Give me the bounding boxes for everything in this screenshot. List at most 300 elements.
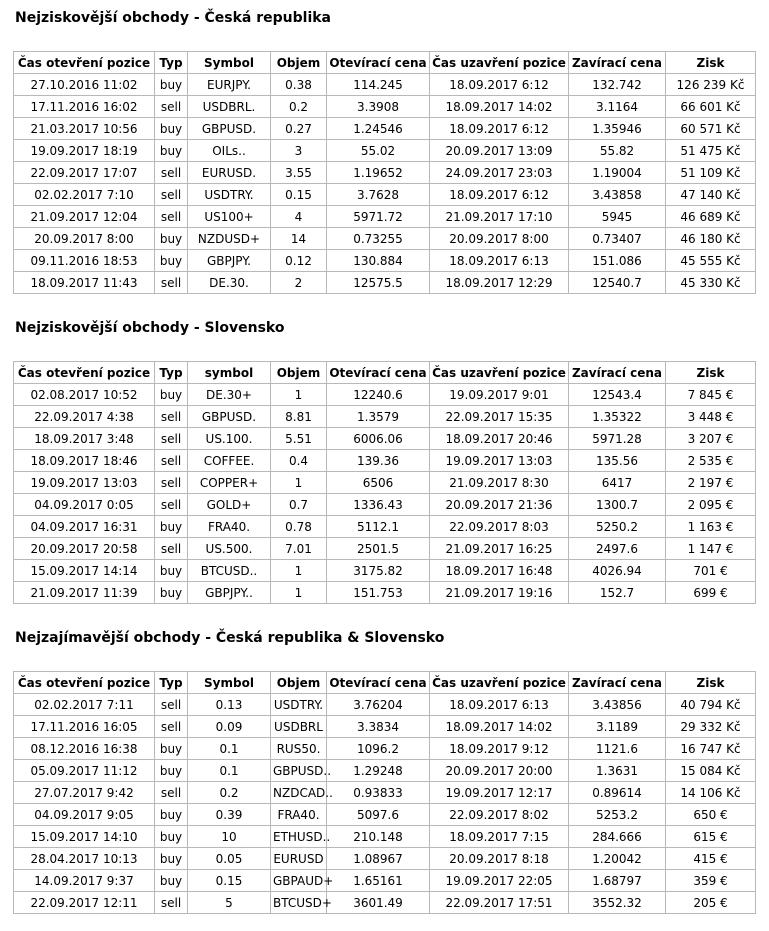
column-header: Zisk: [666, 52, 756, 74]
close-price-cell: 1.35322: [569, 406, 666, 428]
open-time-cell: 22.09.2017 17:07: [14, 162, 155, 184]
open-price-cell: 139.36: [327, 450, 430, 472]
profit-cell: 51 109 Kč: [666, 162, 756, 184]
close-time-cell: 18.09.2017 20:46: [430, 428, 569, 450]
table-row: [14, 760, 756, 782]
close-price-cell: 5253.2: [569, 804, 666, 826]
symbol-cell: 0.1: [188, 738, 271, 760]
type-cell: buy: [155, 848, 188, 870]
type-cell: sell: [155, 694, 188, 716]
open-price-cell: 1.3579: [327, 406, 430, 428]
volume-cell: ETHUSD..: [271, 826, 327, 848]
open-time-cell: 22.09.2017 4:38: [14, 406, 155, 428]
open-time-cell: 15.09.2017 14:14: [14, 560, 155, 582]
close-time-cell: 22.09.2017 15:35: [430, 406, 569, 428]
type-cell: buy: [155, 760, 188, 782]
close-time-cell: 21.09.2017 16:25: [430, 538, 569, 560]
type-cell: buy: [155, 228, 188, 250]
close-price-cell: 6417: [569, 472, 666, 494]
close-time-cell: 19.09.2017 22:05: [430, 870, 569, 892]
volume-cell: 3.55: [271, 162, 327, 184]
close-price-cell: 55.82: [569, 140, 666, 162]
symbol-cell: 0.1: [188, 760, 271, 782]
table-row: [14, 384, 756, 406]
open-time-cell: 05.09.2017 11:12: [14, 760, 155, 782]
profit-cell: 126 239 Kč: [666, 74, 756, 96]
symbol-cell: 0.09: [188, 716, 271, 738]
open-time-cell: 15.09.2017 14:10: [14, 826, 155, 848]
trades-table: [13, 51, 756, 294]
close-price-cell: 3552.32: [569, 892, 666, 914]
column-header: Otevírací cena: [327, 362, 430, 384]
column-header: Zavírací cena: [569, 672, 666, 694]
open-price-cell: 12240.6: [327, 384, 430, 406]
table-row: [14, 272, 756, 294]
close-time-cell: 18.09.2017 6:12: [430, 184, 569, 206]
symbol-cell: 5: [188, 892, 271, 914]
symbol-cell: US100+: [188, 206, 271, 228]
volume-cell: USDBRL: [271, 716, 327, 738]
volume-cell: EURUSD: [271, 848, 327, 870]
open-price-cell: 3.3834: [327, 716, 430, 738]
symbol-cell: US.100.: [188, 428, 271, 450]
open-price-cell: 1096.2: [327, 738, 430, 760]
close-time-cell: 20.09.2017 8:18: [430, 848, 569, 870]
symbol-cell: GBPUSD.: [188, 118, 271, 140]
volume-cell: 0.15: [271, 184, 327, 206]
open-price-cell: 210.148: [327, 826, 430, 848]
column-header: Typ: [155, 362, 188, 384]
open-time-cell: 09.11.2016 18:53: [14, 250, 155, 272]
close-time-cell: 20.09.2017 8:00: [430, 228, 569, 250]
volume-cell: 14: [271, 228, 327, 250]
type-cell: sell: [155, 472, 188, 494]
column-header: Objem: [271, 52, 327, 74]
open-time-cell: 20.09.2017 20:58: [14, 538, 155, 560]
column-header: Čas uzavření pozice: [430, 672, 569, 694]
table-row: [14, 228, 756, 250]
column-header: Otevírací cena: [327, 52, 430, 74]
profit-cell: 45 555 Kč: [666, 250, 756, 272]
type-cell: sell: [155, 96, 188, 118]
symbol-cell: COPPER+: [188, 472, 271, 494]
profit-cell: 51 475 Kč: [666, 140, 756, 162]
symbol-cell: 0.39: [188, 804, 271, 826]
open-time-cell: 18.09.2017 11:43: [14, 272, 155, 294]
close-time-cell: 18.09.2017 14:02: [430, 716, 569, 738]
close-price-cell: 5945: [569, 206, 666, 228]
table-row: [14, 162, 756, 184]
open-price-cell: 1.65161: [327, 870, 430, 892]
section-title: Nejzajímavější obchody - Česká republika & Slovensko: [15, 630, 445, 646]
trades-table: [13, 361, 756, 604]
close-price-cell: 12543.4: [569, 384, 666, 406]
open-time-cell: 17.11.2016 16:02: [14, 96, 155, 118]
profit-cell: 40 794 Kč: [666, 694, 756, 716]
profit-cell: 359 €: [666, 870, 756, 892]
table-row: [14, 140, 756, 162]
type-cell: sell: [155, 450, 188, 472]
table-row: [14, 450, 756, 472]
open-price-cell: 1.29248: [327, 760, 430, 782]
open-time-cell: 18.09.2017 18:46: [14, 450, 155, 472]
open-price-cell: 55.02: [327, 140, 430, 162]
table-row: [14, 738, 756, 760]
table-row: [14, 428, 756, 450]
close-time-cell: 24.09.2017 23:03: [430, 162, 569, 184]
close-time-cell: 18.09.2017 16:48: [430, 560, 569, 582]
profit-cell: 2 197 €: [666, 472, 756, 494]
open-price-cell: 5971.72: [327, 206, 430, 228]
profit-cell: 60 571 Kč: [666, 118, 756, 140]
table-row: [14, 892, 756, 914]
volume-cell: 1: [271, 472, 327, 494]
volume-cell: 0.27: [271, 118, 327, 140]
column-header: Zisk: [666, 362, 756, 384]
trades-table: [13, 671, 756, 914]
open-price-cell: 1.08967: [327, 848, 430, 870]
open-time-cell: 21.03.2017 10:56: [14, 118, 155, 140]
close-price-cell: 1.3631: [569, 760, 666, 782]
close-time-cell: 18.09.2017 6:13: [430, 250, 569, 272]
section-title: Nejziskovější obchody - Slovensko: [15, 320, 285, 336]
profit-cell: 3 207 €: [666, 428, 756, 450]
table-row: [14, 74, 756, 96]
type-cell: sell: [155, 892, 188, 914]
type-cell: buy: [155, 74, 188, 96]
profit-cell: 15 084 Kč: [666, 760, 756, 782]
open-price-cell: 5097.6: [327, 804, 430, 826]
column-header: Otevírací cena: [327, 672, 430, 694]
type-cell: buy: [155, 516, 188, 538]
symbol-cell: US.500.: [188, 538, 271, 560]
type-cell: buy: [155, 826, 188, 848]
section-title: Nejziskovější obchody - Česká republika: [15, 10, 331, 26]
symbol-cell: GBPJPY..: [188, 582, 271, 604]
column-header: Symbol: [188, 52, 271, 74]
open-price-cell: 3175.82: [327, 560, 430, 582]
type-cell: sell: [155, 272, 188, 294]
volume-cell: 0.12: [271, 250, 327, 272]
symbol-cell: COFFEE.: [188, 450, 271, 472]
symbol-cell: USDBRL.: [188, 96, 271, 118]
open-time-cell: 04.09.2017 16:31: [14, 516, 155, 538]
column-header: Objem: [271, 672, 327, 694]
table-header-row: [14, 362, 756, 384]
profit-cell: 2 095 €: [666, 494, 756, 516]
close-price-cell: 135.56: [569, 450, 666, 472]
profit-cell: 46 180 Kč: [666, 228, 756, 250]
close-time-cell: 19.09.2017 9:01: [430, 384, 569, 406]
open-price-cell: 114.245: [327, 74, 430, 96]
open-price-cell: 1.24546: [327, 118, 430, 140]
volume-cell: 1: [271, 384, 327, 406]
symbol-cell: EURUSD.: [188, 162, 271, 184]
open-time-cell: 04.09.2017 0:05: [14, 494, 155, 516]
open-price-cell: 1336.43: [327, 494, 430, 516]
table-header-row: [14, 52, 756, 74]
profit-cell: 3 448 €: [666, 406, 756, 428]
profit-cell: 2 535 €: [666, 450, 756, 472]
profit-cell: 14 106 Kč: [666, 782, 756, 804]
table-row: [14, 694, 756, 716]
symbol-cell: GBPJPY.: [188, 250, 271, 272]
symbol-cell: USDTRY.: [188, 184, 271, 206]
close-price-cell: 0.89614: [569, 782, 666, 804]
profit-cell: 1 163 €: [666, 516, 756, 538]
volume-cell: 0.78: [271, 516, 327, 538]
close-price-cell: 5250.2: [569, 516, 666, 538]
type-cell: buy: [155, 582, 188, 604]
type-cell: sell: [155, 538, 188, 560]
column-header: Čas otevření pozice: [14, 672, 155, 694]
close-time-cell: 21.09.2017 17:10: [430, 206, 569, 228]
close-price-cell: 1300.7: [569, 494, 666, 516]
open-price-cell: 5112.1: [327, 516, 430, 538]
table-row: [14, 848, 756, 870]
open-time-cell: 27.10.2016 11:02: [14, 74, 155, 96]
close-price-cell: 3.1164: [569, 96, 666, 118]
open-price-cell: 3.3908: [327, 96, 430, 118]
table-row: [14, 560, 756, 582]
column-header: Symbol: [188, 672, 271, 694]
close-time-cell: 21.09.2017 8:30: [430, 472, 569, 494]
close-time-cell: 18.09.2017 7:15: [430, 826, 569, 848]
close-time-cell: 21.09.2017 19:16: [430, 582, 569, 604]
volume-cell: GBPAUD+: [271, 870, 327, 892]
open-time-cell: 02.08.2017 10:52: [14, 384, 155, 406]
volume-cell: BTCUSD+: [271, 892, 327, 914]
volume-cell: 8.81: [271, 406, 327, 428]
table-row: [14, 782, 756, 804]
table-row: [14, 516, 756, 538]
volume-cell: 1: [271, 582, 327, 604]
open-price-cell: 12575.5: [327, 272, 430, 294]
profit-cell: 415 €: [666, 848, 756, 870]
volume-cell: 3: [271, 140, 327, 162]
open-price-cell: 0.93833: [327, 782, 430, 804]
table-row: [14, 870, 756, 892]
close-time-cell: 18.09.2017 12:29: [430, 272, 569, 294]
close-price-cell: 1.68797: [569, 870, 666, 892]
open-price-cell: 3.76204: [327, 694, 430, 716]
close-price-cell: 1.19004: [569, 162, 666, 184]
close-time-cell: 18.09.2017 6:13: [430, 694, 569, 716]
open-price-cell: 6506: [327, 472, 430, 494]
symbol-cell: DE.30+: [188, 384, 271, 406]
volume-cell: 5.51: [271, 428, 327, 450]
close-price-cell: 2497.6: [569, 538, 666, 560]
profit-cell: 16 747 Kč: [666, 738, 756, 760]
type-cell: buy: [155, 118, 188, 140]
type-cell: sell: [155, 206, 188, 228]
symbol-cell: NZDUSD+: [188, 228, 271, 250]
table-row: [14, 494, 756, 516]
symbol-cell: FRA40.: [188, 516, 271, 538]
profit-cell: 1 147 €: [666, 538, 756, 560]
open-time-cell: 19.09.2017 18:19: [14, 140, 155, 162]
type-cell: sell: [155, 428, 188, 450]
column-header: Typ: [155, 672, 188, 694]
type-cell: buy: [155, 804, 188, 826]
profit-cell: 45 330 Kč: [666, 272, 756, 294]
column-header: Zisk: [666, 672, 756, 694]
close-time-cell: 22.09.2017 8:02: [430, 804, 569, 826]
type-cell: sell: [155, 406, 188, 428]
close-price-cell: 3.1189: [569, 716, 666, 738]
close-price-cell: 5971.28: [569, 428, 666, 450]
close-price-cell: 151.086: [569, 250, 666, 272]
volume-cell: 0.2: [271, 96, 327, 118]
column-header: Typ: [155, 52, 188, 74]
close-time-cell: 20.09.2017 21:36: [430, 494, 569, 516]
open-time-cell: 20.09.2017 8:00: [14, 228, 155, 250]
column-header: Čas uzavření pozice: [430, 52, 569, 74]
close-time-cell: 20.09.2017 20:00: [430, 760, 569, 782]
close-price-cell: 152.7: [569, 582, 666, 604]
symbol-cell: 10: [188, 826, 271, 848]
profit-cell: 29 332 Kč: [666, 716, 756, 738]
close-time-cell: 18.09.2017 9:12: [430, 738, 569, 760]
volume-cell: 0.38: [271, 74, 327, 96]
column-header: Čas otevření pozice: [14, 52, 155, 74]
table-row: [14, 96, 756, 118]
open-price-cell: 1.19652: [327, 162, 430, 184]
close-price-cell: 1121.6: [569, 738, 666, 760]
open-time-cell: 04.09.2017 9:05: [14, 804, 155, 826]
symbol-cell: EURJPY.: [188, 74, 271, 96]
column-header: Objem: [271, 362, 327, 384]
close-price-cell: 3.43856: [569, 694, 666, 716]
column-header: Čas uzavření pozice: [430, 362, 569, 384]
volume-cell: 2: [271, 272, 327, 294]
open-time-cell: 18.09.2017 3:48: [14, 428, 155, 450]
close-price-cell: 3.43858: [569, 184, 666, 206]
open-price-cell: 0.73255: [327, 228, 430, 250]
symbol-cell: 0.2: [188, 782, 271, 804]
profit-cell: 7 845 €: [666, 384, 756, 406]
close-time-cell: 18.09.2017 6:12: [430, 74, 569, 96]
open-price-cell: 3601.49: [327, 892, 430, 914]
close-time-cell: 22.09.2017 8:03: [430, 516, 569, 538]
table-row: [14, 826, 756, 848]
table-row: [14, 184, 756, 206]
open-time-cell: 21.09.2017 11:39: [14, 582, 155, 604]
type-cell: buy: [155, 738, 188, 760]
type-cell: sell: [155, 162, 188, 184]
column-header: Zavírací cena: [569, 52, 666, 74]
volume-cell: GBPUSD..: [271, 760, 327, 782]
volume-cell: RUS50.: [271, 738, 327, 760]
close-time-cell: 19.09.2017 13:03: [430, 450, 569, 472]
close-price-cell: 1.20042: [569, 848, 666, 870]
close-price-cell: 284.666: [569, 826, 666, 848]
close-time-cell: 22.09.2017 17:51: [430, 892, 569, 914]
table-row: [14, 406, 756, 428]
open-time-cell: 14.09.2017 9:37: [14, 870, 155, 892]
volume-cell: USDTRY.: [271, 694, 327, 716]
volume-cell: 4: [271, 206, 327, 228]
open-price-cell: 130.884: [327, 250, 430, 272]
column-header: symbol: [188, 362, 271, 384]
volume-cell: 0.4: [271, 450, 327, 472]
profit-cell: 47 140 Kč: [666, 184, 756, 206]
close-time-cell: 18.09.2017 14:02: [430, 96, 569, 118]
type-cell: sell: [155, 716, 188, 738]
type-cell: sell: [155, 494, 188, 516]
symbol-cell: 0.15: [188, 870, 271, 892]
type-cell: buy: [155, 140, 188, 162]
open-time-cell: 02.02.2017 7:10: [14, 184, 155, 206]
volume-cell: 1: [271, 560, 327, 582]
type-cell: buy: [155, 250, 188, 272]
profit-cell: 46 689 Kč: [666, 206, 756, 228]
symbol-cell: BTCUSD..: [188, 560, 271, 582]
profit-cell: 205 €: [666, 892, 756, 914]
close-time-cell: 18.09.2017 6:12: [430, 118, 569, 140]
type-cell: sell: [155, 782, 188, 804]
open-time-cell: 21.09.2017 12:04: [14, 206, 155, 228]
table-row: [14, 118, 756, 140]
open-time-cell: 08.12.2016 16:38: [14, 738, 155, 760]
open-time-cell: 19.09.2017 13:03: [14, 472, 155, 494]
type-cell: sell: [155, 184, 188, 206]
open-price-cell: 151.753: [327, 582, 430, 604]
open-time-cell: 02.02.2017 7:11: [14, 694, 155, 716]
profit-cell: 615 €: [666, 826, 756, 848]
type-cell: buy: [155, 870, 188, 892]
close-price-cell: 12540.7: [569, 272, 666, 294]
open-price-cell: 2501.5: [327, 538, 430, 560]
close-price-cell: 4026.94: [569, 560, 666, 582]
table-header-row: [14, 672, 756, 694]
table-row: [14, 582, 756, 604]
table-row: [14, 472, 756, 494]
type-cell: buy: [155, 560, 188, 582]
symbol-cell: 0.13: [188, 694, 271, 716]
volume-cell: 7.01: [271, 538, 327, 560]
symbol-cell: DE.30.: [188, 272, 271, 294]
close-time-cell: 19.09.2017 12:17: [430, 782, 569, 804]
type-cell: buy: [155, 384, 188, 406]
symbol-cell: GBPUSD.: [188, 406, 271, 428]
profit-cell: 66 601 Kč: [666, 96, 756, 118]
table-row: [14, 716, 756, 738]
open-time-cell: 28.04.2017 10:13: [14, 848, 155, 870]
symbol-cell: GOLD+: [188, 494, 271, 516]
open-price-cell: 6006.06: [327, 428, 430, 450]
table-row: [14, 538, 756, 560]
profit-cell: 701 €: [666, 560, 756, 582]
close-price-cell: 0.73407: [569, 228, 666, 250]
table-row: [14, 804, 756, 826]
symbol-cell: 0.05: [188, 848, 271, 870]
symbol-cell: OILs..: [188, 140, 271, 162]
volume-cell: FRA40.: [271, 804, 327, 826]
close-price-cell: 132.742: [569, 74, 666, 96]
open-price-cell: 3.7628: [327, 184, 430, 206]
open-time-cell: 22.09.2017 12:11: [14, 892, 155, 914]
volume-cell: NZDCAD..: [271, 782, 327, 804]
table-row: [14, 250, 756, 272]
column-header: Zavírací cena: [569, 362, 666, 384]
volume-cell: 0.7: [271, 494, 327, 516]
profit-cell: 650 €: [666, 804, 756, 826]
column-header: Čas otevření pozice: [14, 362, 155, 384]
open-time-cell: 17.11.2016 16:05: [14, 716, 155, 738]
close-time-cell: 20.09.2017 13:09: [430, 140, 569, 162]
profit-cell: 699 €: [666, 582, 756, 604]
